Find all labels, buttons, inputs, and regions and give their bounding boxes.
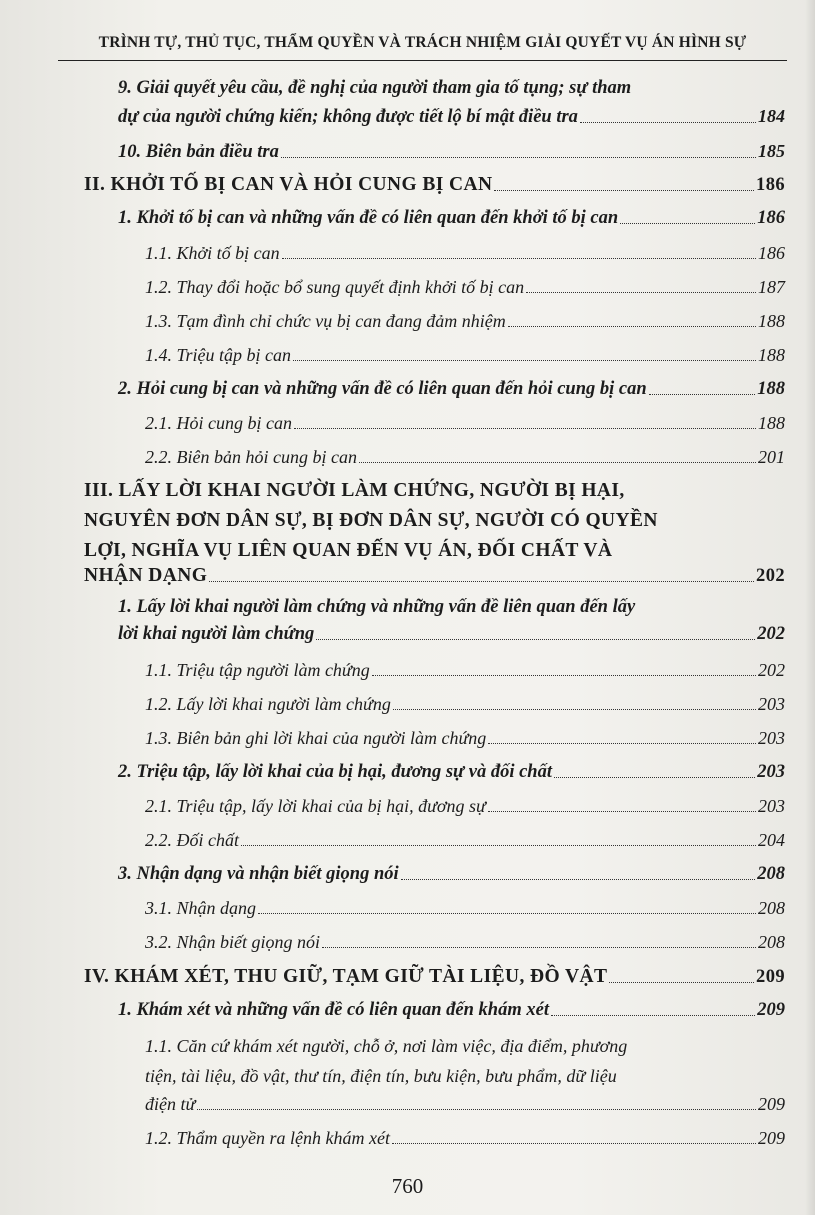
entry-label: 1.2. Lấy lời khai người làm chứng (145, 694, 391, 714)
toc-entry-III-1-line2: lời khai người làm chứng (118, 624, 315, 644)
leader-dots (294, 428, 756, 429)
leader-dots (209, 581, 754, 582)
toc-entry-II-1-4 (145, 345, 785, 366)
toc-entry-9 (118, 106, 785, 128)
page-number: 202 (757, 624, 785, 644)
toc-entry-9-line2: dự của người chứng kiến; không được tiết lộ bí mật điều tra (118, 107, 578, 127)
entry-label: 1. Khám xét và những vấn đề có liên quan đến khám xét (118, 1000, 549, 1020)
leader-dots (508, 326, 756, 327)
leader-dots (609, 982, 754, 983)
toc-entry-III-2-2 (145, 830, 785, 851)
page-number: 203 (758, 796, 785, 816)
leader-dots (526, 292, 756, 293)
leader-dots (359, 462, 756, 463)
page-number: 202 (756, 566, 785, 586)
toc-entry-III-3-2 (145, 932, 785, 953)
entry-label: 3.1. Nhận dạng (145, 898, 257, 918)
leader-dots (649, 394, 756, 395)
toc-entry-IV-1-1-line1: 1.1. Căn cứ khám xét người, chỗ ở, nơi làm việc, địa điểm, phương (145, 1036, 628, 1056)
entry-label: 1.3. Tạm đình chỉ chức vụ bị can đang đảm nhiệm (145, 311, 506, 331)
toc-section-III (84, 565, 785, 587)
page-number: 209 (756, 967, 785, 987)
leader-dots (494, 190, 754, 191)
page-number: 208 (758, 898, 785, 918)
page-edge-shadow (805, 0, 815, 1215)
toc-entry-III-1-1 (145, 660, 785, 681)
entry-label: 2.2. Biên bản hỏi cung bị can (145, 447, 357, 467)
toc-entry-III-1 (118, 624, 785, 645)
leader-dots (372, 675, 756, 676)
page-folio: 760 (391, 1174, 424, 1198)
toc-entry-II-1-2 (145, 277, 785, 298)
page-number: 209 (758, 1094, 785, 1114)
leader-dots (258, 913, 756, 914)
leader-dots (392, 1143, 756, 1144)
leader-dots (620, 223, 755, 224)
toc-entry-9-line1: 9. Giải quyết yêu cầu, đề nghị của người tham gia tố tụng; sự tham (118, 78, 632, 98)
leader-dots (293, 360, 756, 361)
toc-entry-III-2 (118, 762, 785, 783)
leader-dots (401, 879, 756, 880)
entry-label: 1. Khởi tố bị can và những vấn đề có liên quan đến khởi tố bị can (118, 208, 619, 228)
toc-section-III-line2: NGUYÊN ĐƠN DÂN SỰ, BỊ ĐƠN DÂN SỰ, NGƯỜI CÓ QUYỀN (84, 510, 658, 531)
page-number: 188 (758, 311, 785, 331)
toc-entry-IV-1-1-line2: tiện, tài liệu, đồ vật, thư tín, điện tín, bưu kiện, bưu phẩm, dữ liệu (145, 1066, 617, 1086)
leader-dots (488, 743, 756, 744)
leader-dots (551, 1015, 755, 1016)
page-number: 188 (758, 413, 785, 433)
entry-label: 10. Biên bản điều tra (118, 142, 279, 162)
page-number: 203 (758, 728, 785, 748)
page-number: 188 (758, 345, 785, 365)
page-number: 185 (758, 141, 785, 161)
toc-section-IV (84, 966, 785, 988)
page-number: 208 (758, 932, 785, 952)
entry-label: 1.2. Thay đổi hoặc bổ sung quyết định khởi tố bị can (145, 277, 525, 297)
running-head: TRÌNH TỰ, THỦ TỤC, THẨM QUYỀN VÀ TRÁCH NHIỆM GIẢI QUYẾT VỤ ÁN HÌNH SỰ (98, 34, 747, 51)
page-number: 201 (758, 447, 785, 467)
toc-entry-III-1-3 (145, 728, 785, 749)
leader-dots (554, 777, 755, 778)
toc-section-II (84, 174, 785, 196)
toc-entry-II-1 (118, 208, 785, 229)
page-number: 187 (758, 277, 785, 297)
page-number: 204 (758, 830, 785, 850)
leader-dots (281, 157, 756, 158)
leader-dots (393, 709, 756, 710)
toc-entry-II-2 (118, 379, 785, 400)
toc-section-III-line4: NHẬN DẠNG (84, 565, 208, 586)
page-number: 203 (757, 762, 785, 782)
page-number: 186 (756, 175, 785, 195)
entry-label: 2.1. Triệu tập, lấy lời khai của bị hại, đương sự (145, 796, 486, 816)
leader-dots (316, 639, 755, 640)
entry-label: 2. Triệu tập, lấy lời khai của bị hại, đương sự và đối chất (118, 762, 552, 782)
toc-entry-IV-1 (118, 1000, 785, 1021)
entry-label: 3.2. Nhận biết giọng nói (145, 932, 320, 952)
toc-entry-III-3 (118, 864, 785, 885)
entry-label: 1.2. Thẩm quyền ra lệnh khám xét (145, 1128, 390, 1148)
leader-dots (282, 258, 756, 259)
leader-dots (197, 1109, 756, 1110)
leader-dots (241, 845, 756, 846)
leader-dots (322, 947, 756, 948)
toc-entry-II-1-3 (145, 311, 785, 332)
toc-entry-III-1-2 (145, 694, 785, 715)
entry-label: 2.1. Hỏi cung bị can (145, 413, 292, 433)
toc-entry-IV-1-1 (145, 1094, 785, 1115)
entry-label: IV. KHÁM XÉT, THU GIỮ, TẠM GIỮ TÀI LIỆU, ĐỒ VẬT (84, 966, 608, 987)
toc-section-III-line3: LỢI, NGHĨA VỤ LIÊN QUAN ĐẾN VỤ ÁN, ĐỐI CHẤT VÀ (84, 540, 613, 561)
entry-label: 2. Hỏi cung bị can và những vấn đề có liên quan đến hỏi cung bị can (118, 379, 647, 399)
entry-label: 1.4. Triệu tập bị can (145, 345, 292, 365)
toc-entry-III-1-line1: 1. Lấy lời khai người làm chứng và những vấn đề liên quan đến lấy (118, 597, 636, 617)
entry-label: 1.1. Khởi tố bị can (145, 243, 280, 263)
leader-dots (488, 811, 756, 812)
toc-entry-10 (118, 141, 785, 163)
toc-entry-II-2-1 (145, 413, 785, 434)
header-rule (58, 60, 787, 61)
page-number: 209 (757, 1000, 785, 1020)
page-number: 203 (758, 694, 785, 714)
page-number: 202 (758, 660, 785, 680)
page-number: 209 (758, 1128, 785, 1148)
entry-label: 2.2. Đối chất (145, 830, 239, 850)
page-number: 208 (757, 864, 785, 884)
toc-entry-II-1-1 (145, 243, 785, 264)
toc-entry-IV-1-1-line3: điện tử (145, 1094, 196, 1114)
entry-label: 3. Nhận dạng và nhận biết giọng nói (118, 864, 399, 884)
toc-entry-IV-1-2 (145, 1128, 785, 1149)
page-number: 184 (758, 106, 785, 126)
entry-label: 1.1. Triệu tập người làm chứng (145, 660, 370, 680)
page-number: 188 (757, 379, 785, 399)
toc-entry-II-2-2 (145, 447, 785, 468)
toc-entry-III-3-1 (145, 898, 785, 919)
leader-dots (580, 122, 756, 123)
entry-label: 1.3. Biên bản ghi lời khai của người làm chứng (145, 728, 487, 748)
page-number: 186 (757, 208, 785, 228)
toc-section-III-line1: III. LẤY LỜI KHAI NGƯỜI LÀM CHỨNG, NGƯỜI BỊ HẠI, (84, 480, 625, 501)
toc-entry-III-2-1 (145, 796, 785, 817)
entry-label: II. KHỞI TỐ BỊ CAN VÀ HỎI CUNG BỊ CAN (84, 174, 493, 195)
page-number: 186 (758, 243, 785, 263)
